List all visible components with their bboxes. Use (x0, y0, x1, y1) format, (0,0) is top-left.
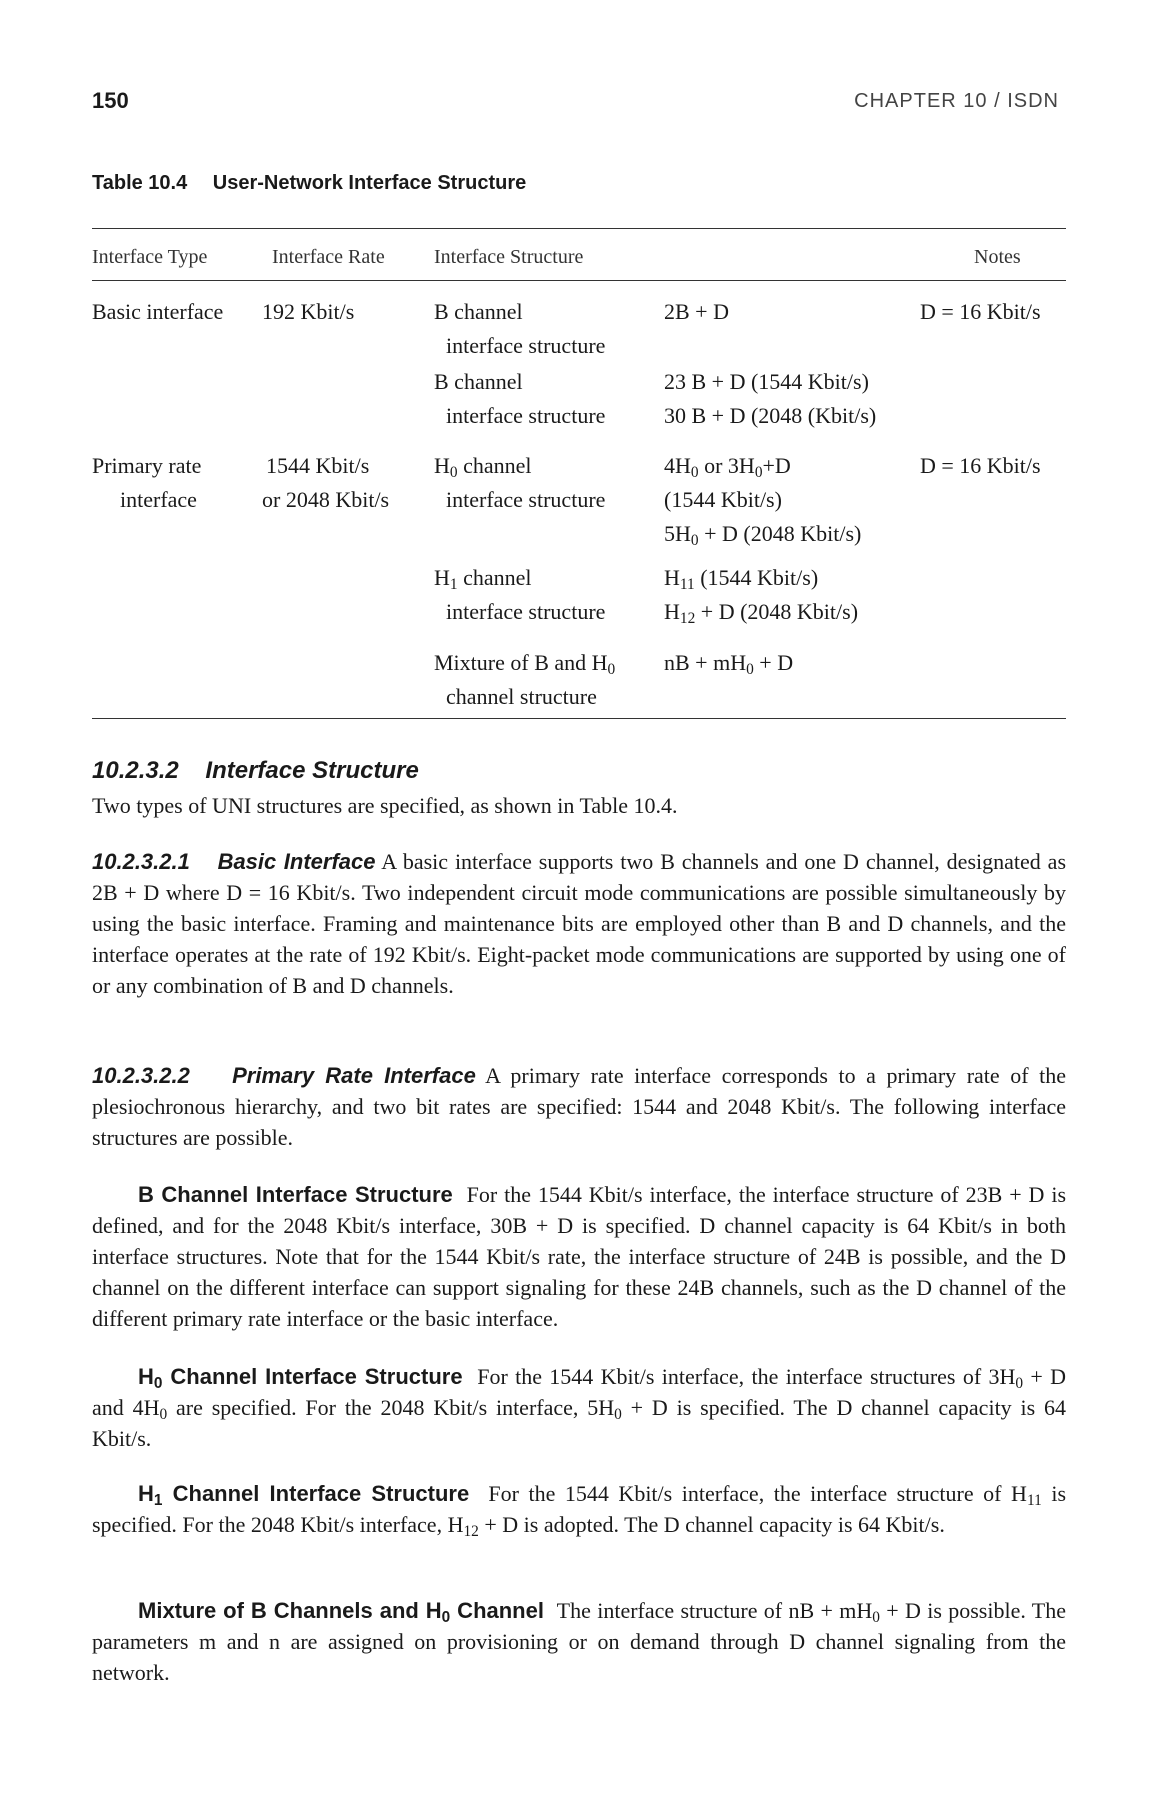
text-run: is specified. For the 2048 Kbit/s interface, H (92, 1481, 1067, 1537)
text-run: For the 1544 Kbit/s interface, the interface structures of 3H (477, 1364, 1016, 1389)
subsection-title: Basic Interface (217, 849, 376, 874)
runin-heading (138, 1481, 470, 1509)
text-run: + D (2048 Kbit/s) (695, 599, 859, 624)
runin-heading (138, 1598, 544, 1626)
subscript: 12 (463, 1522, 479, 1540)
text-run: Channel Interface Structure (162, 1364, 463, 1389)
text-run: + D is specified. The D channel capacity is 64 Kbit/s. (92, 1395, 1067, 1451)
runin-heading: B Channel Interface Structure (138, 1182, 453, 1207)
cell-type: Basic interface (92, 299, 224, 324)
cell-structure (434, 449, 605, 517)
cell-structure (434, 295, 605, 363)
text-run: are specified. For the 2048 Kbit/s interface, 5H (167, 1395, 615, 1420)
text-run: + D (753, 650, 794, 675)
cell-value-line (664, 517, 861, 551)
subscript: 12 (679, 609, 696, 627)
subsection-number: 10.2.3.2.2 (92, 1063, 190, 1088)
cell-structure-line: interface structure (446, 333, 606, 358)
cell-type-line: Primary rate (92, 453, 202, 478)
table-caption-number: Table 10.4 (92, 172, 188, 194)
text-run: H (434, 453, 450, 478)
text-run: Mixture of B Channels and H (138, 1598, 442, 1623)
cell-value-line (664, 449, 861, 483)
cell-structure-line (434, 449, 605, 483)
section-heading (92, 757, 419, 785)
paragraph-body: A primary rate interface corresponds to a primary rate of the plesiochronous hierarchy, and two bit rates are specified: 1544 and 2048 Kbit/s. The following interface structures are possible. (92, 1063, 1067, 1150)
cell-structure-line: B channel (434, 369, 523, 394)
cell-note: D = 16 Kbit/s (920, 299, 1041, 324)
table-bottom-rule (92, 718, 1066, 719)
subscript: 11 (679, 575, 695, 593)
text-run: 4H (664, 453, 691, 478)
runin-heading (138, 1364, 463, 1392)
subscript: 0 (746, 660, 754, 678)
paragraph-b-channel (92, 1179, 1066, 1334)
subscript: 0 (872, 1608, 880, 1626)
cell-value-line: 30 B + D (2048 (Kbit/s) (664, 403, 877, 428)
paragraph: Two types of UNI structures are specified, as shown in Table 10.4. (92, 793, 678, 818)
cell-value-line (664, 561, 858, 595)
paragraph-body: For the 1544 Kbit/s interface, the interface structure of 23B + D is defined, and for the 2048 Kbit/s interface, 30B + D is specified. D channel capacity is 64 Kbit/s in both interface structures. Note that for the 1544 Kbit/s rate, the interface structure of 24B is possible, and the D channel on the different interface can support signaling for these 24B channels, such as the D channel of the different primary rate interface or the basic interface. (92, 1182, 1067, 1331)
table-caption-title: User-Network Interface Structure (212, 172, 527, 194)
cell-value-line: (1544 Kbit/s) (664, 487, 782, 512)
text-run: + D is adopted. The D channel capacity is 64 Kbit/s. (478, 1512, 945, 1537)
cell-structure-line: interface structure (446, 403, 606, 428)
cell-value-line: 23 B + D (1544 Kbit/s) (664, 369, 869, 394)
cell-structure (434, 365, 605, 433)
paragraph-body: A basic interface supports two B channels and one D channel, designated as 2B + D where D = 16 Kbit/s. Two independent circuit mode communications are possible simultaneously by using the basic interface. Framing and maintenance bits are employed other than B and D channels, and the interface operates at the rate of 192 Kbit/s. Eight-packet mode communications are supported by using one of or any combination of B and D channels. (92, 849, 1067, 998)
section-number: 10.2.3.2 (92, 757, 179, 784)
cell-value (664, 365, 876, 433)
column-header-notes: Notes (974, 246, 1021, 268)
cell-structure-line (434, 561, 605, 595)
text-run: 5H (664, 521, 691, 546)
section-title: Interface Structure (205, 757, 419, 784)
text-run: H (138, 1481, 154, 1506)
text-run: H (138, 1364, 154, 1389)
subscript: 0 (153, 1374, 163, 1392)
column-header-rate: Interface Rate (272, 246, 385, 268)
subscript: 11 (1026, 1491, 1042, 1509)
cell-structure-line (434, 646, 615, 680)
cell-structure-line: interface structure (446, 599, 606, 624)
cell-note: D = 16 Kbit/s (920, 453, 1041, 478)
cell-rate: 192 Kbit/s (262, 299, 355, 324)
text-run: Channel (450, 1598, 544, 1623)
subscript: 0 (607, 660, 616, 678)
subscript: 0 (449, 463, 458, 481)
subscript: 1 (153, 1491, 163, 1509)
subscript: 1 (449, 575, 458, 593)
table-top-rule (92, 228, 1066, 229)
cell-value (664, 449, 861, 551)
text-run: + D is possible. The parameters m and n are assigned on provisioning or on demand through D channel signaling from the network. (92, 1598, 1067, 1685)
subsection-number: 10.2.3.2.1 (92, 849, 190, 874)
cell-type-line: interface (120, 487, 197, 512)
text-run: + D (2048 Kbit/s) (698, 521, 862, 546)
subscript: 0 (614, 1405, 622, 1423)
text-run: + D and 4H (92, 1364, 1067, 1420)
text-run: H (664, 599, 680, 624)
text-run: Mixture of B and H (434, 650, 608, 675)
cell-structure-line: interface structure (446, 487, 606, 512)
paragraph-h1-channel (92, 1478, 1066, 1540)
cell-value (664, 646, 793, 680)
column-header-structure: Interface Structure (434, 246, 584, 268)
text-run: nB + mH (664, 650, 747, 675)
paragraph-h0-channel (92, 1361, 1066, 1454)
cell-value-line (664, 595, 858, 629)
text-run: channel (457, 565, 532, 590)
page-number: 150 (92, 88, 129, 113)
text-run: channel (457, 453, 532, 478)
paragraph-mixture (92, 1595, 1066, 1688)
column-header-type: Interface Type (92, 246, 208, 268)
subscript: 0 (441, 1608, 451, 1626)
subscript: 0 (1015, 1374, 1024, 1392)
text-run: or 3H (698, 453, 755, 478)
subscript: 0 (159, 1405, 168, 1423)
text-run: +D (762, 453, 791, 478)
running-head: CHAPTER 10 / ISDN (854, 90, 1059, 112)
text-run: For the 1544 Kbit/s interface, the interface structure of H (488, 1481, 1027, 1506)
cell-structure (434, 646, 615, 714)
cell-structure-line: channel structure (446, 684, 597, 709)
text-run: The interface structure of nB + mH (556, 1598, 873, 1623)
cell-rate (262, 449, 389, 517)
cell-value: 2B + D (664, 299, 729, 324)
subscript: 0 (690, 463, 699, 481)
cell-structure (434, 561, 605, 629)
cell-structure-line: B channel (434, 299, 523, 324)
cell-type (92, 449, 201, 517)
subscript: 0 (690, 531, 699, 549)
paragraph-primary-rate (92, 1060, 1066, 1153)
cell-value (664, 561, 858, 629)
text-run: H (664, 565, 680, 590)
text-run: H (434, 565, 450, 590)
subscript: 0 (754, 463, 763, 481)
cell-rate-line: or 2048 Kbit/s (262, 487, 390, 512)
cell-value-line (664, 646, 793, 680)
subsection-title: Primary Rate Interface (232, 1063, 476, 1088)
table-caption (92, 172, 526, 195)
table-header-rule (92, 280, 1066, 281)
text-run: (1544 Kbit/s) (694, 565, 819, 590)
cell-rate-line: 1544 Kbit/s (266, 453, 370, 478)
text-run: Channel Interface Structure (162, 1481, 470, 1506)
paragraph-basic-interface (92, 846, 1066, 1001)
